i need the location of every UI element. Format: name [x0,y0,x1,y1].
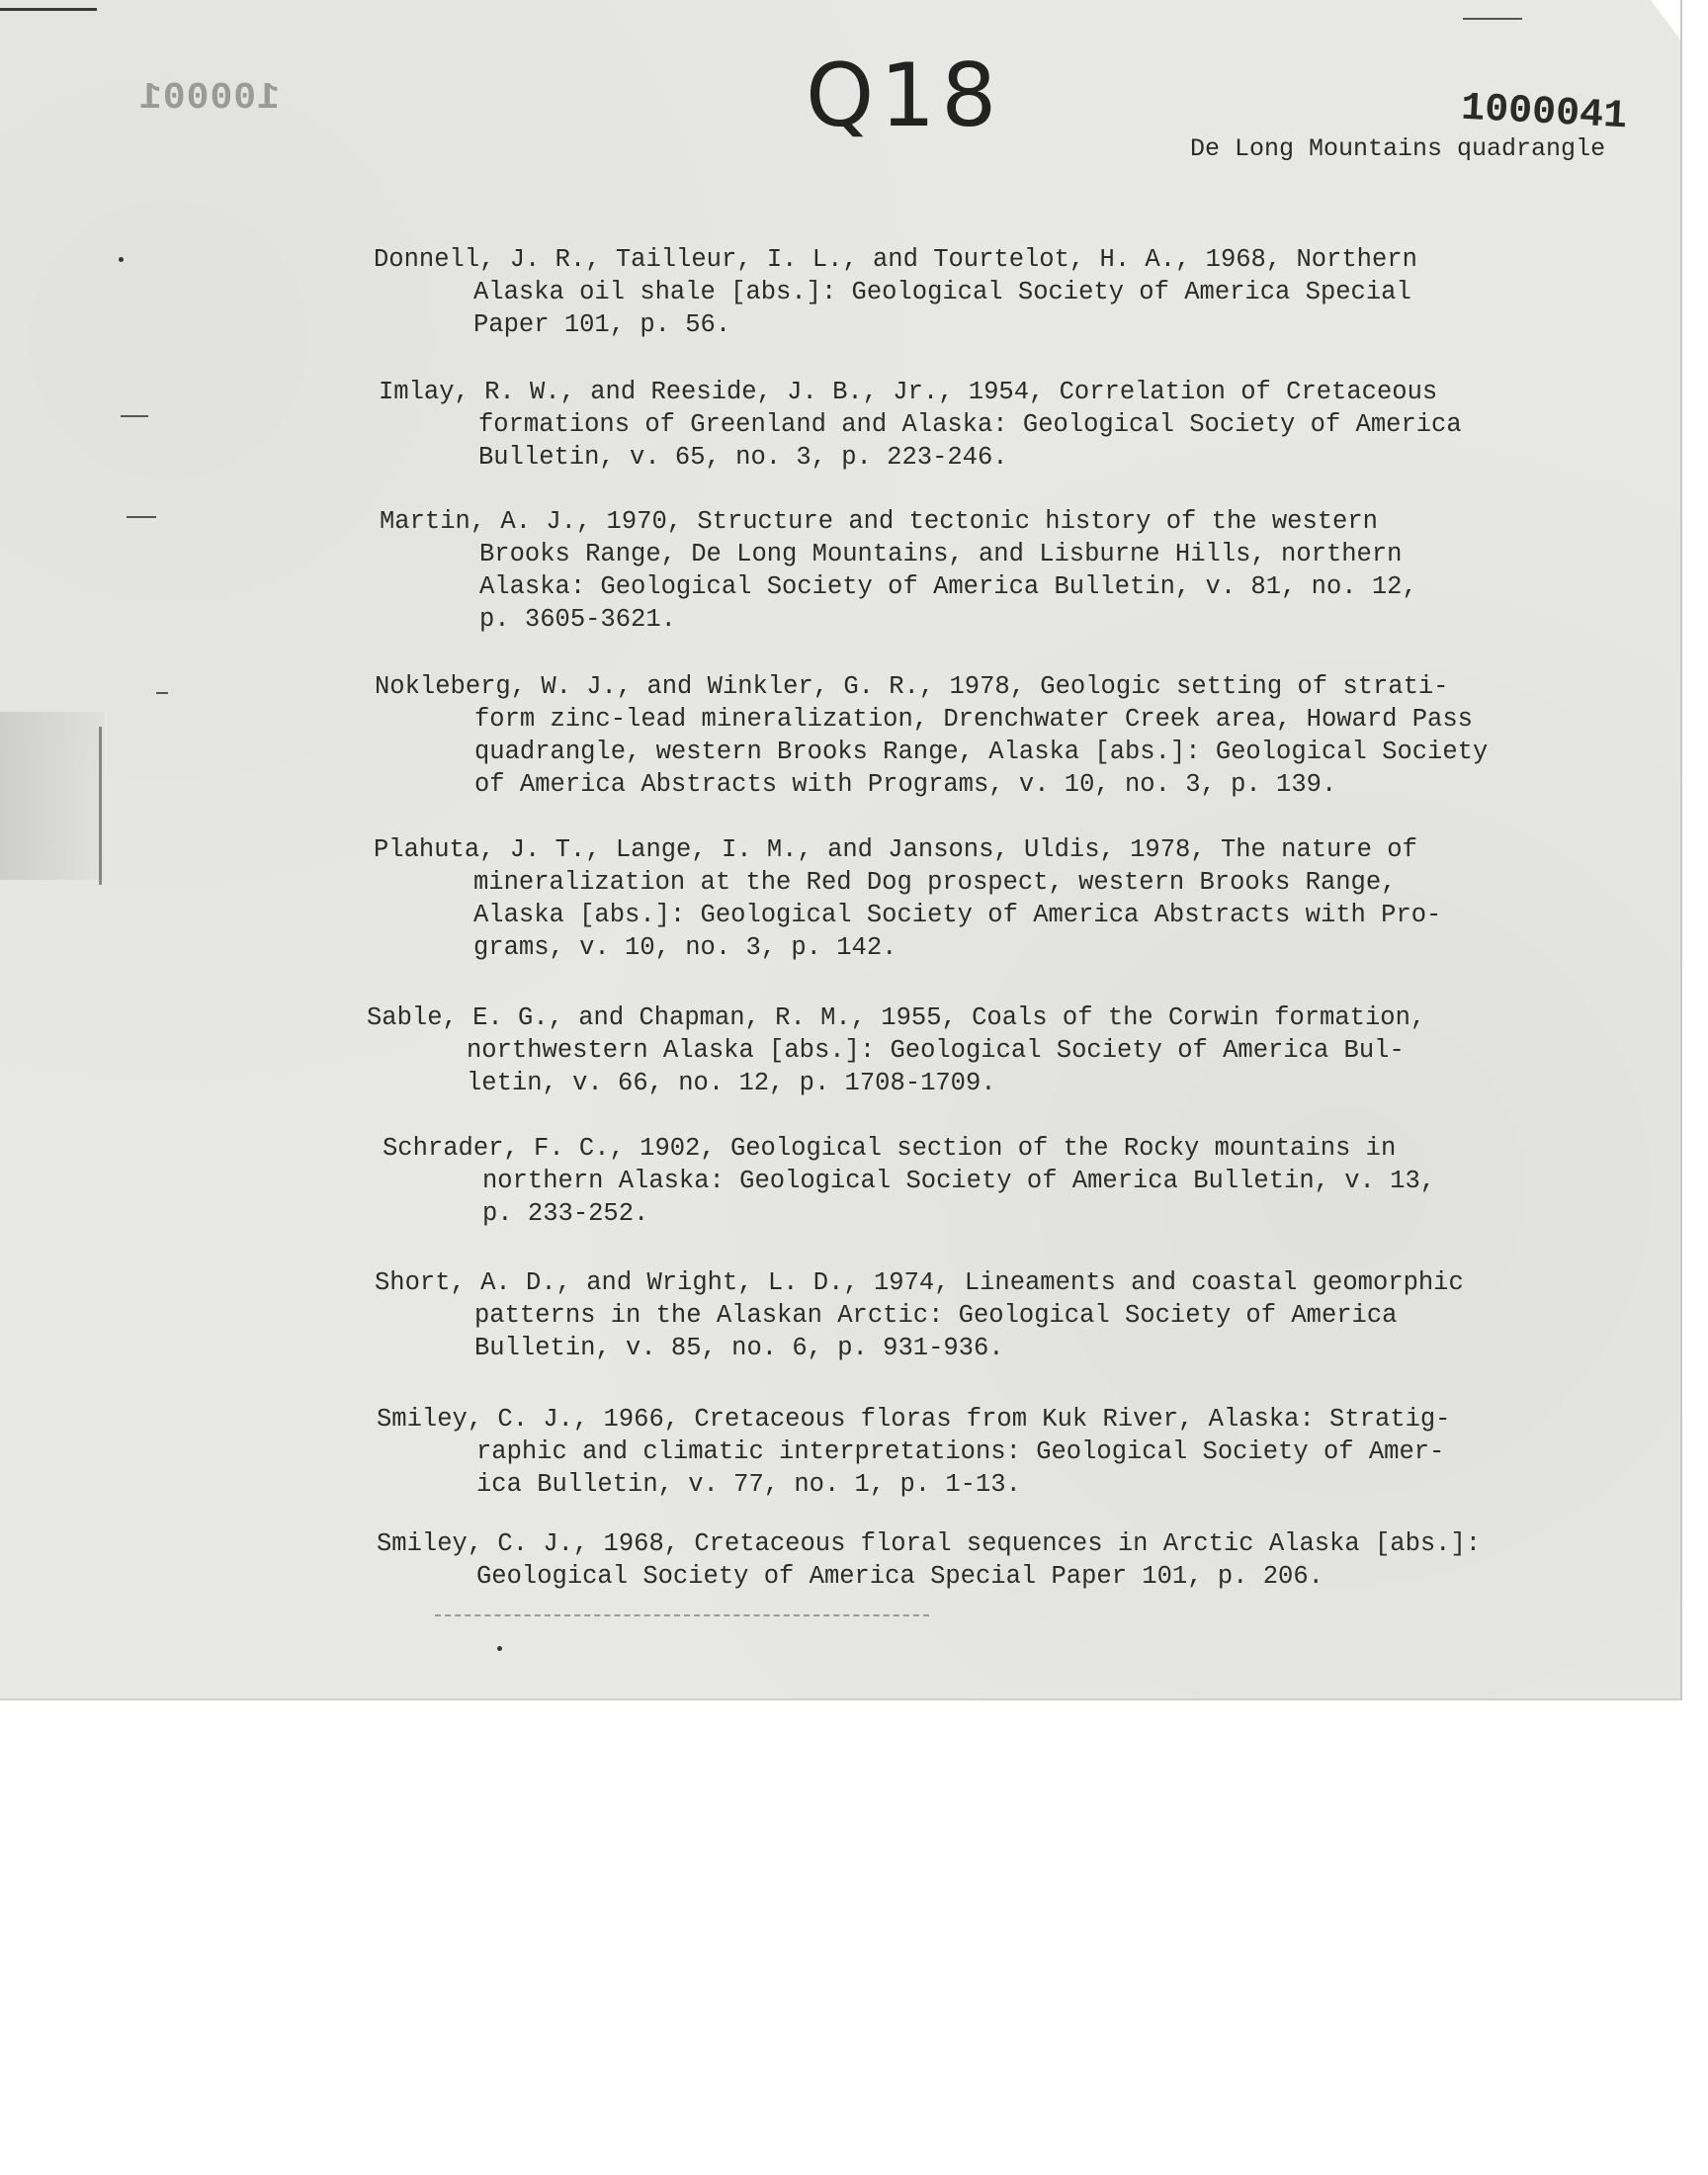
reference-line: Alaska oil shale [abs.]: Geological Society of America Special [473,278,1411,306]
reference-line: northern Alaska: Geological Society of America Bulletin, v. 13, [482,1167,1436,1195]
margin-tick [1463,18,1522,20]
scan-speck [497,1646,502,1651]
handwritten-document-id: Q18 [806,44,1003,146]
reference-line: Alaska: Geological Society of America Bulletin, v. 81, no. 12, [479,572,1417,601]
reference-line: ica Bulletin, v. 77, no. 1, p. 1-13. [476,1470,1021,1499]
reference-line: Smiley, C. J., 1966, Cretaceous floras from Kuk River, Alaska: Stratig- [377,1405,1451,1434]
reference-line: Nokleberg, W. J., and Winkler, G. R., 1978, Geologic setting of strati- [375,672,1449,701]
reference-line: Plahuta, J. T., Lange, I. M., and Jansons, Uldis, 1978, The nature of [374,835,1417,864]
margin-tick [156,692,168,694]
right-serial-stamp: 1000041 [1459,86,1629,140]
reference-line: grams, v. 10, no. 3, p. 142. [473,933,897,962]
folded-corner [1651,0,1680,40]
reference-line: raphic and climatic interpretations: Geological Society of Amer- [476,1437,1445,1466]
reference-line: p. 3605-3621. [479,605,676,634]
reference-line: quadrangle, western Brooks Range, Alaska [abs.]: Geological Society [474,738,1489,766]
reference-line: Geological Society of America Special Paper 101, p. 206. [476,1562,1324,1591]
reference-line: p. 233-252. [482,1199,649,1228]
reference-line: Imlay, R. W., and Reeside, J. B., Jr., 1954, Correlation of Cretaceous [379,378,1438,406]
reference-entry [379,376,1462,474]
reference-line: mineralization at the Red Dog prospect, western Brooks Range, [473,868,1397,897]
reference-line: Donnell, J. R., Tailleur, I. L., and Tourtelot, H. A., 1968, Northern [374,245,1417,274]
reference-entry [380,505,1417,636]
reference-line: Smiley, C. J., 1968, Cretaceous floral sequences in Arctic Alaska [abs.]: [377,1529,1482,1558]
reference-line: form zinc-lead mineralization, Drenchwater Creek area, Howard Pass [474,705,1473,734]
reference-entry [374,243,1417,341]
reference-line: of America Abstracts with Programs, v. 10, no. 3, p. 139. [474,770,1337,799]
reference-line: Sable, E. G., and Chapman, R. M., 1955, Coals of the Corwin formation, [367,1003,1426,1032]
bottom-dashed-rule [435,1614,929,1616]
reference-line: northwestern Alaska [abs.]: Geological Society of America Bul- [467,1036,1405,1065]
scan-shadow [0,712,104,880]
reference-entry [375,670,1488,801]
reference-entry [367,1001,1425,1099]
reference-line: Schrader, F. C., 1902, Geological section of the Rocky mountains in [383,1134,1397,1163]
margin-tick [127,516,156,518]
reference-line: Martin, A. J., 1970, Structure and tectonic history of the western [380,507,1378,536]
reference-line: Bulletin, v. 65, no. 3, p. 223-246. [478,443,1008,472]
reference-entry [375,1266,1464,1364]
reference-line: Paper 101, p. 56. [473,310,731,339]
reference-entry [377,1403,1450,1501]
scan-edge-line [99,727,102,885]
reference-entry [383,1132,1435,1230]
reference-entry [374,833,1441,964]
reference-line: formations of Greenland and Alaska: Geological Society of America [478,410,1462,439]
reference-line: Brooks Range, De Long Mountains, and Lisburne Hills, northern [479,540,1403,568]
quadrangle-heading: De Long Mountains quadrangle [1190,134,1606,163]
reference-line: Alaska [abs.]: Geological Society of America Abstracts with Pro- [473,901,1442,929]
reference-line: patterns in the Alaskan Arctic: Geological Society of America [474,1301,1398,1330]
reference-line: Bulletin, v. 85, no. 6, p. 931-936. [474,1334,1004,1362]
reference-line: letin, v. 66, no. 12, p. 1708-1709. [467,1069,996,1097]
left-serial-stamp: 100001 [138,77,280,120]
reference-entry [377,1527,1481,1593]
reference-line: Short, A. D., and Wright, L. D., 1974, Lineaments and coastal geomorphic [375,1268,1464,1297]
margin-tick [121,415,148,417]
top-edge-rule [0,8,97,11]
scan-speck [119,257,124,262]
